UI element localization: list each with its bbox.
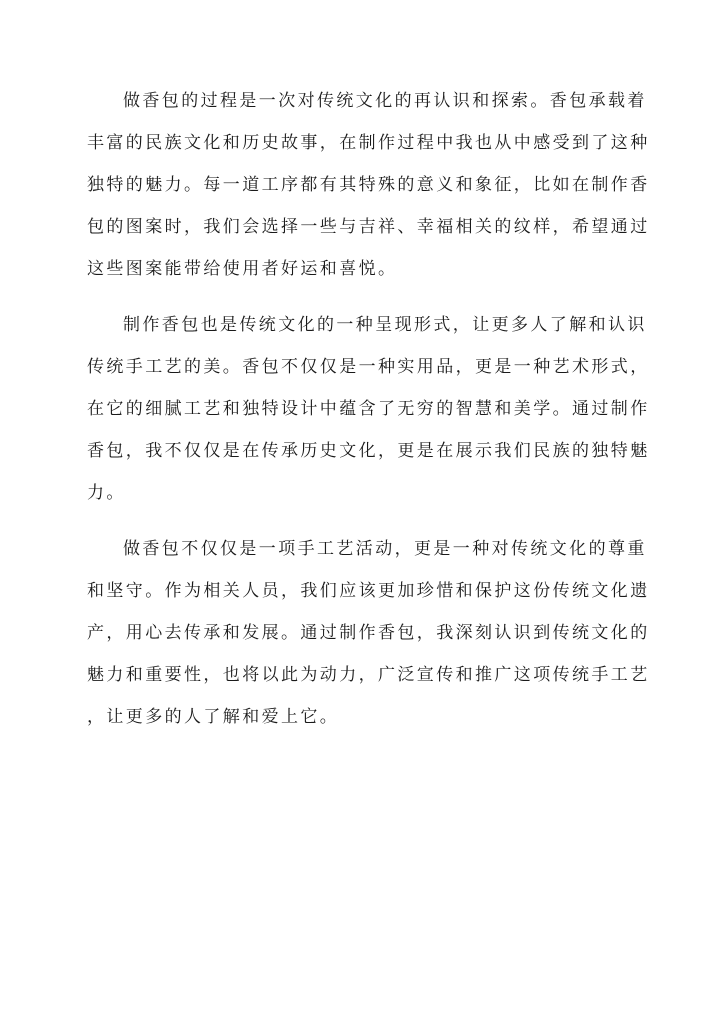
paragraph-3	[87, 528, 650, 738]
document-body	[87, 80, 650, 752]
paragraph-line: 传统手工艺的美。香包不仅仅是一种实用品，更是一种艺术形式，	[87, 357, 650, 377]
paragraph-line: 力。	[87, 483, 126, 503]
paragraph-line: 制作香包也是传统文化的一种呈现形式，让更多人了解和认识	[123, 315, 647, 335]
paragraph-line: 独特的魅力。每一道工序都有其特殊的意义和象征，比如在制作香	[87, 175, 650, 195]
paragraph-line: 魅力和重要性，也将以此为动力，广泛宣传和推广这项传统手工艺	[87, 665, 650, 685]
paragraph-line: 在它的细腻工艺和独特设计中蕴含了无穷的智慧和美学。通过制作	[87, 399, 650, 419]
paragraph-line: 产，用心去传承和发展。通过制作香包，我深刻认识到传统文化的	[87, 623, 650, 643]
paragraph-2	[87, 304, 650, 514]
paragraph-line: 做香包不仅仅是一项手工艺活动，更是一种对传统文化的尊重	[123, 539, 647, 559]
paragraph-line: 和坚守。作为相关人员，我们应该更加珍惜和保护这份传统文化遗	[87, 581, 650, 601]
paragraph-line: 包的图案时，我们会选择一些与吉祥、幸福相关的纹样，希望通过	[87, 217, 650, 237]
paragraph-line: 香包，我不仅仅是在传承历史文化，更是在展示我们民族的独特魅	[87, 441, 650, 461]
paragraph-1	[87, 80, 650, 290]
paragraph-line: ，让更多的人了解和爱上它。	[87, 707, 340, 727]
paragraph-line: 这些图案能带给使用者好运和喜悦。	[87, 259, 398, 279]
paragraph-line: 丰富的民族文化和历史故事，在制作过程中我也从中感受到了这种	[87, 133, 650, 153]
paragraph-line: 做香包的过程是一次对传统文化的再认识和探索。香包承载着	[123, 91, 647, 111]
